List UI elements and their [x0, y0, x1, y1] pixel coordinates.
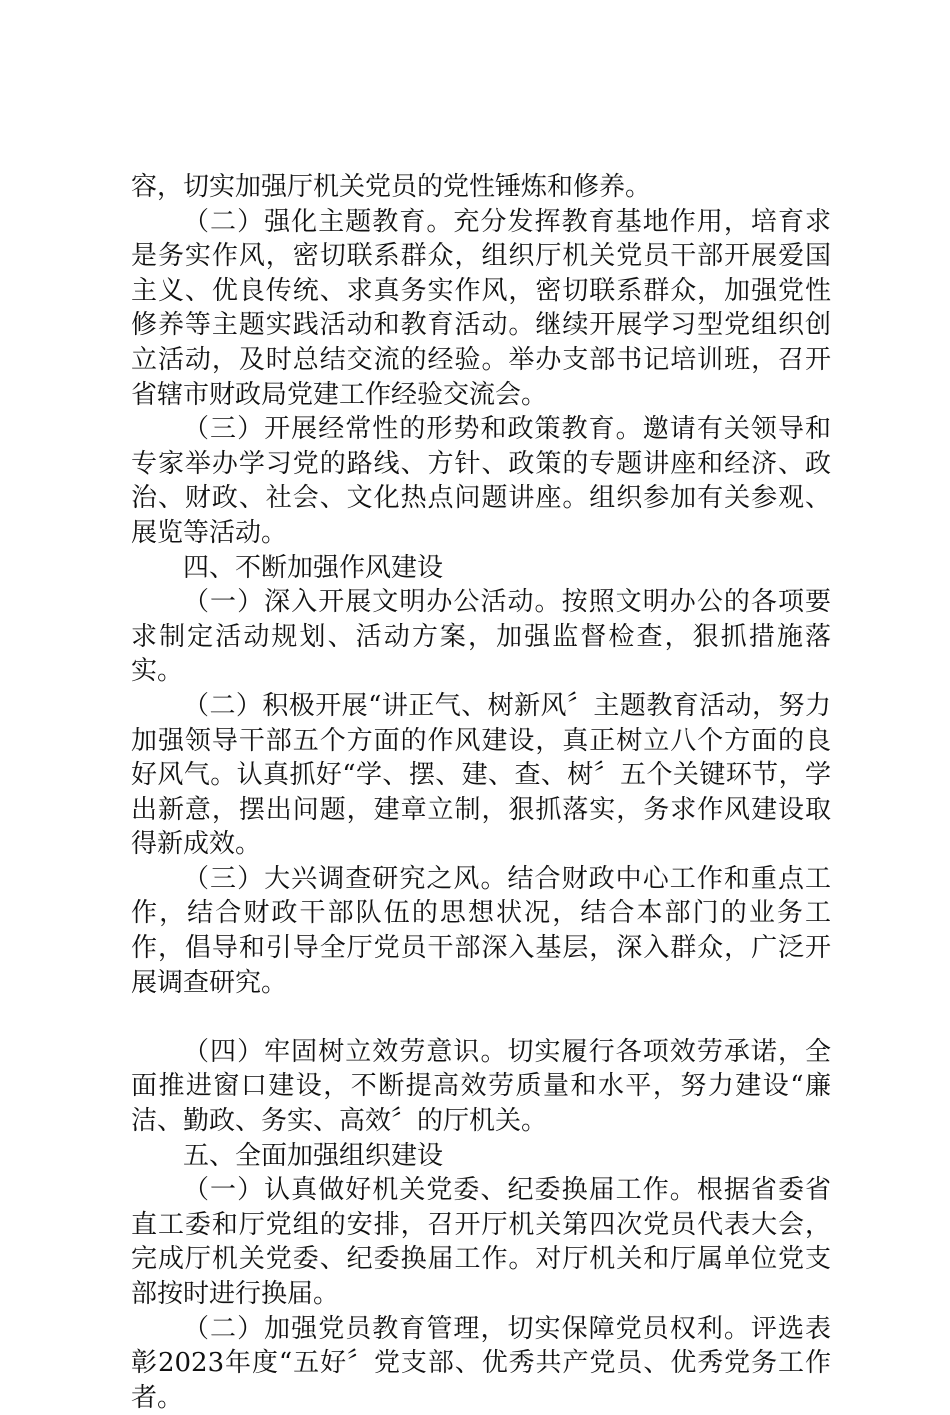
- paragraph-4-3: （三）大兴调查研究之风。结合财政中心工作和重点工作，结合财政干部队伍的思想状况，结合本部门的业务工作，倡导和引导全厅党员干部深入基层，深入群众，广泛开展调查研究。: [131, 863, 831, 998]
- paragraph-2: （二）强化主题教育。充分发挥教育基地作用，培育求是务实作风，密切联系群众，组织厅机关党员干部开展爱国主义、优良传统、求真务实作风，密切联系群众，加强党性修养等主题实践活动和教育活动。继续开展学习型党组织创立活动，及时总结交流的经验。举办支部书记培训班，召开省辖市财政局党建工作经验交流会。: [131, 206, 831, 410]
- paragraph-3: （三）开展经常性的形势和政策教育。邀请有关领导和专家举办学习党的路线、方针、政策的专题讲座和经济、政治、财政、社会、文化热点问题讲座。组织参加有关参观、展览等活动。: [131, 414, 831, 548]
- paragraph-4-2: （二）积极开展“讲正气、树新风〞主题教育活动，努力加强领导干部五个方面的作风建设，真正树立八个方面的良好风气。认真抓好“学、摆、建、查、树〞五个关键环节，学出新意，摆出问题，建章立制，狠抓落实，务求作风建设取得新成效。: [131, 690, 831, 860]
- paragraph-4-1: （一）深入开展文明办公活动。按照文明办公的各项要求制定活动规划、活动方案，加强监督检查，狠抓措施落实。: [131, 587, 831, 687]
- document-body: [131, 170, 831, 1415]
- blank-line: [131, 1000, 831, 1035]
- section-heading-5: 五、全面加强组织建设: [183, 1140, 444, 1171]
- paragraph-5-2: （二）加强党员教育管理，切实保障党员权利。评选表彰2023年度“五好〞党支部、优秀共产党员、优秀党务工作者。: [131, 1313, 831, 1413]
- paragraph-4-4: （四）牢固树立效劳意识。切实履行各项效劳承诺，全面推进窗口建设，不断提高效劳质量和水平，努力建设“廉洁、勤政、务实、高效〞的厅机关。: [131, 1036, 831, 1137]
- paragraph-5-1: （一）认真做好机关党委、纪委换届工作。根据省委省直工委和厅党组的安排，召开厅机关第四次党员代表大会，完成厅机关党委、纪委换届工作。对厅机关和厅属单位党支部按时进行换届。: [131, 1175, 831, 1309]
- section-heading-4: 四、不断加强作风建设: [183, 552, 444, 583]
- paragraph-1: 容，切实加强厅机关党员的党性锤炼和修养。: [131, 172, 652, 202]
